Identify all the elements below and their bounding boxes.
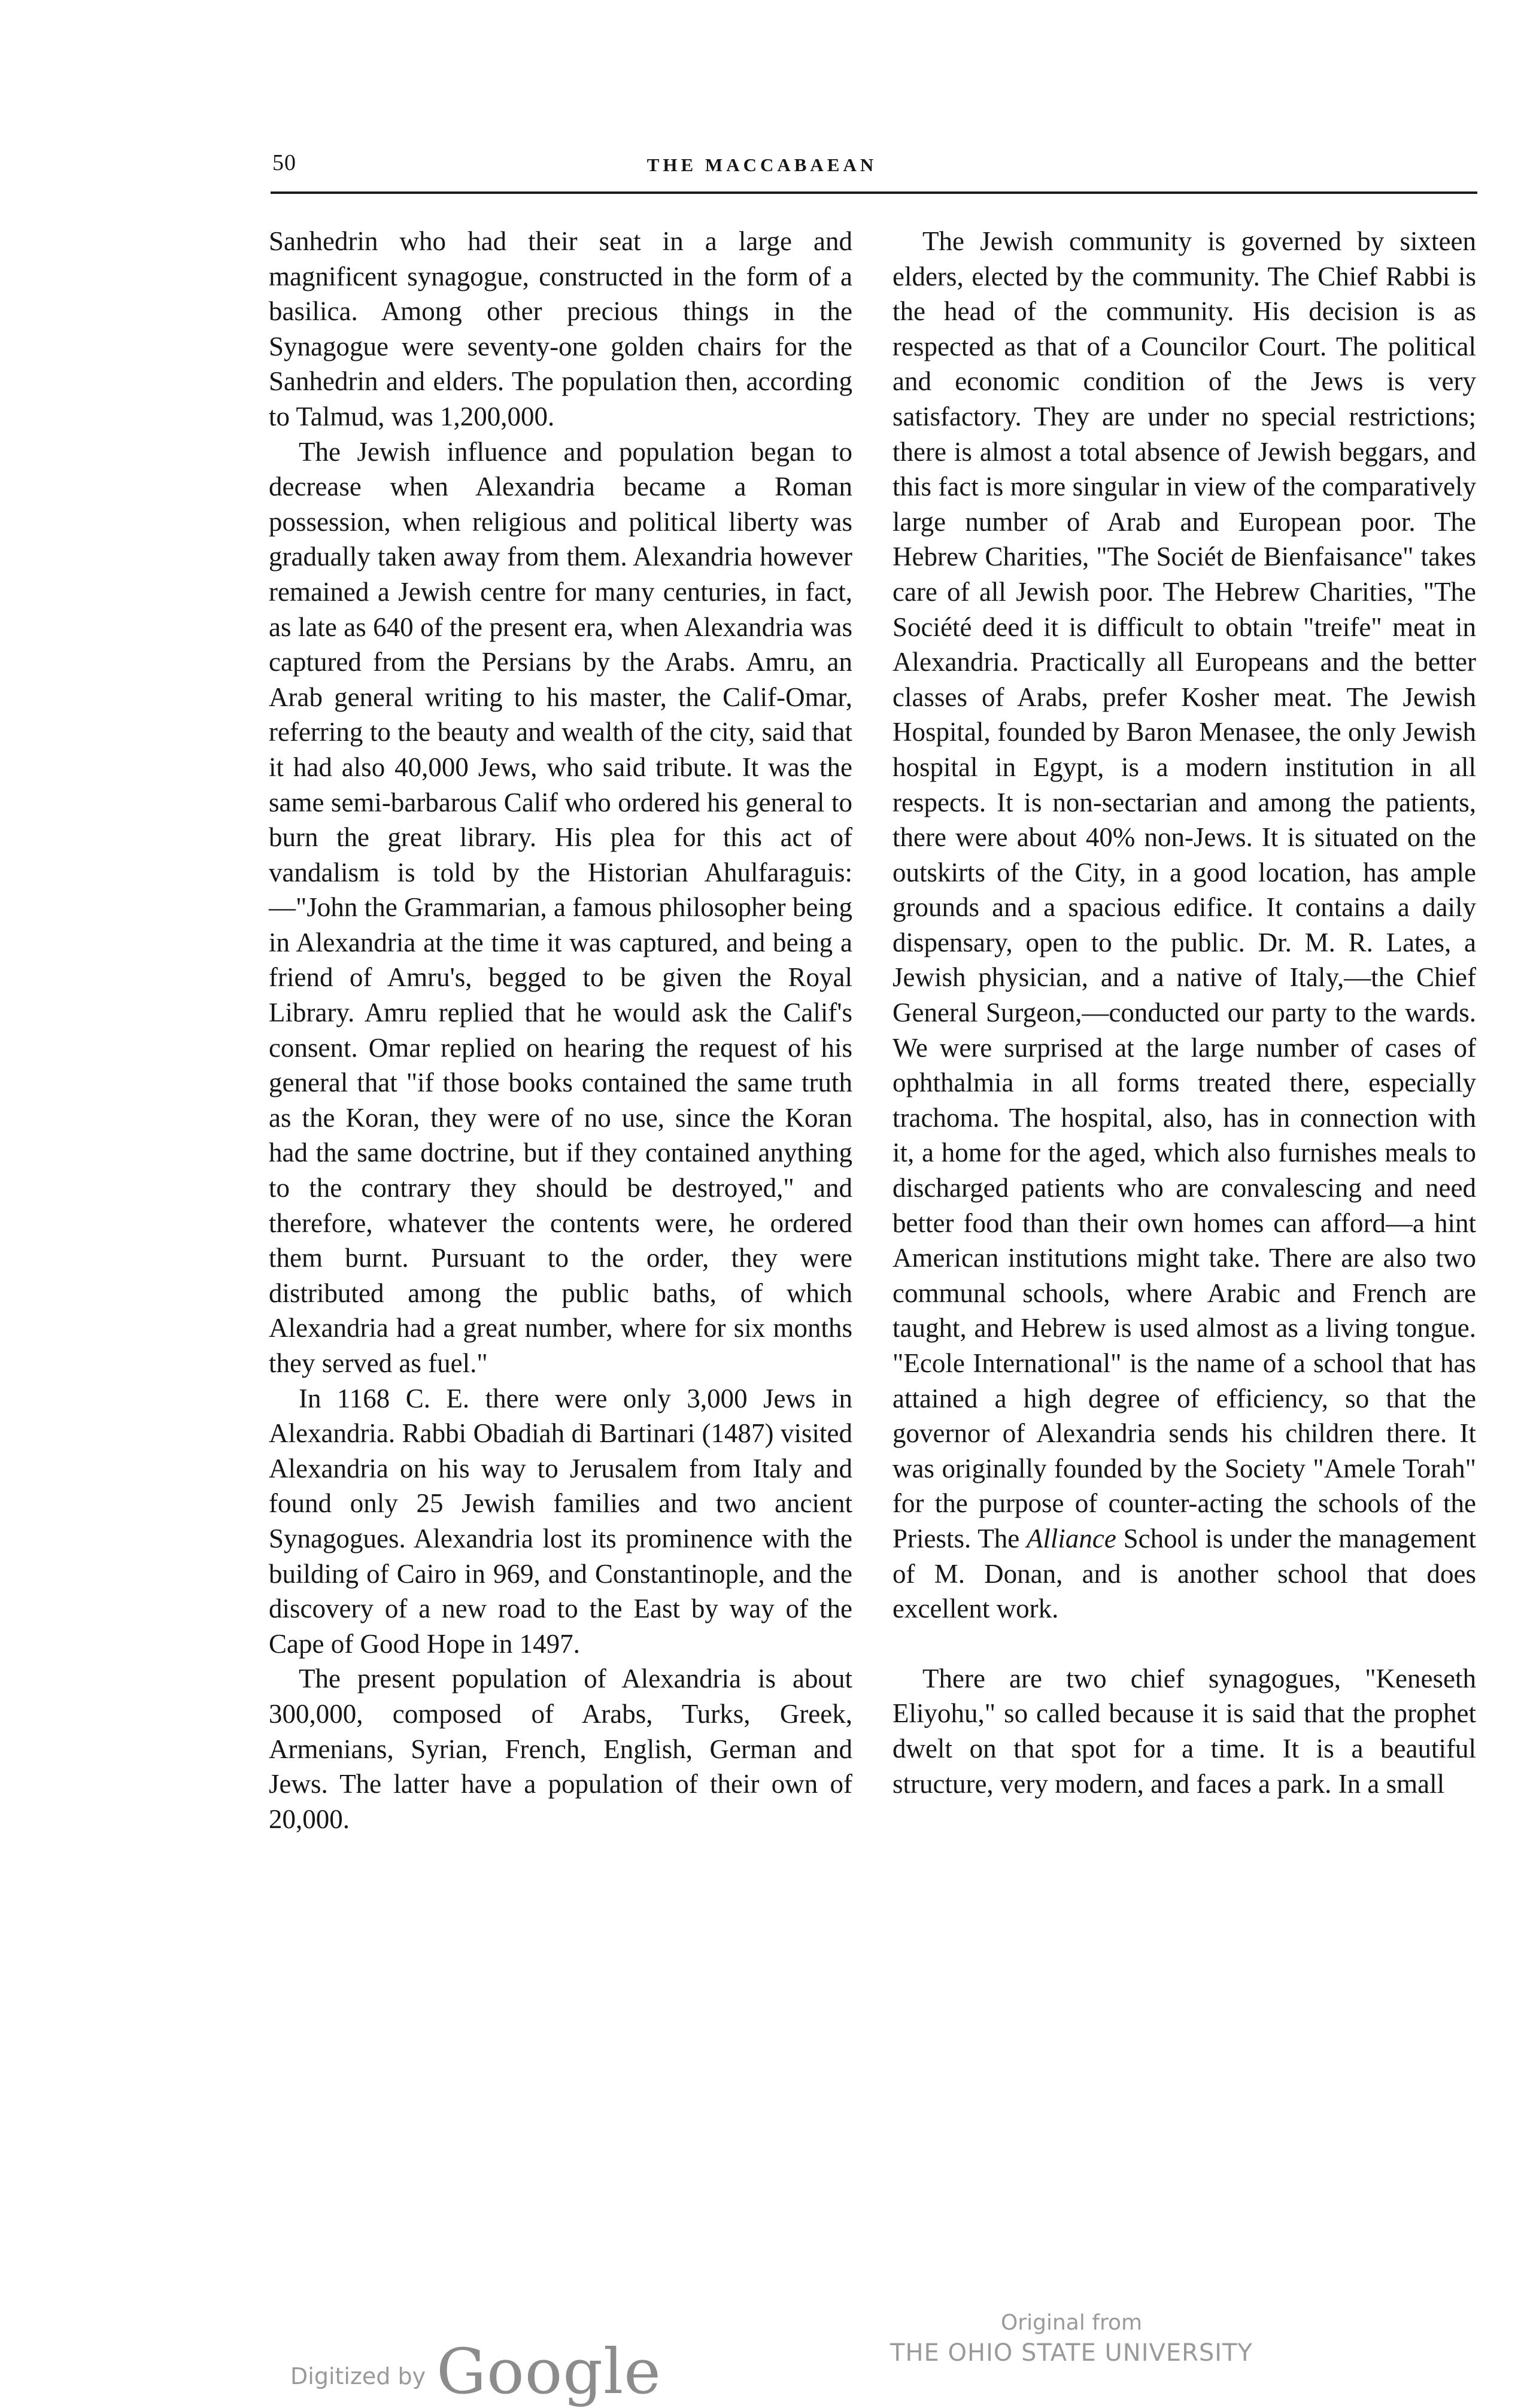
- paragraph: Sanhedrin who had their seat in a large and magnificent synagogue, constructed in the form of a basilica. Among other precious things in the Synagogue were seventy-one golden chairs for the Sanhedrin and elders. The population then, according to Talmud, was 1,200,000.: [269, 226, 852, 431]
- page-number: 50: [272, 150, 296, 175]
- digitized-by-credit: [290, 2325, 661, 2408]
- digitized-by-label: Digitized by: [290, 2363, 426, 2389]
- header-rule: [271, 191, 1477, 194]
- google-logo: Google: [436, 2335, 661, 2408]
- paragraph: [892, 224, 1476, 1626]
- right-column: [892, 224, 1476, 1801]
- paragraph-text: The Jewish community is governed by sixteen elders, elected by the community. The Chief Rabbi is the head of the community. His decision is as respected as that of a Councilor Court. The political and economic condition of the Jews is very satisfactory. They are under no special restrictions; there is almost a total absence of Jewish beggars, and this fact is more singular in view of the comparatively large number of Arab and European poor. The Hebrew Charities, "The Sociét de Bienfaisance" takes care of all Jewish poor. The Hebrew Charities, "The Société deed it is difficult to obtain "treife" meat in Alexandria. Practically all Europeans and the better classes of Arabs, prefer Kosher meat. The Jewish Hospital, founded by Baron Menasee, the only Jewish hospital in Egypt, is a modern institution in all respects. It is non-sectarian and among the patients, there were about 40% non-Jews. It is situated on the outskirts of the City, in a good location, has ample grounds and a spacious edifice. It contains a daily dispensary, open to the public. Dr. M. R. Lates, a Jewish physician, and a native of Italy,—the Chief General Surgeon,—conducted our party to the wards. We were surprised at the large number of cases of ophthalmia in all forms treated there, especially trachoma. The hospital, also, has in connection with it, a home for the aged, which also furnishes meals to discharged patients who are convalescing and need better food than their own homes can afford—a hint American institutions might take. There are also two communal schools, where Arabic and French are taught, and Hebrew is used almost as a living tongue. "Ecole International" is the name of a school that has attained a high degree of efficiency, so that the governor of Alexandria sends his children there. It was originally founded by the Society "Amele Torah" for the purpose of counter-acting the schools of the Priests. The: [892, 226, 1476, 1553]
- original-source-credit: [874, 2309, 1269, 2369]
- italic-term: Alliance: [1026, 1523, 1116, 1553]
- library-name: THE OHIO STATE UNIVERSITY: [890, 2339, 1253, 2367]
- left-column: [269, 224, 852, 1837]
- paragraph: The present population of Alexandria is about 300,000, composed of Arabs, Turks, Greek, Armenians, Syrian, French, English, German and Jews. The latter have a population of their own of 20,000.: [269, 1664, 852, 1834]
- paragraph: There are two chief synagogues, "Keneseth Eliyohu," so called because it is said that the prophet dwelt on that spot for a time. It is a beautiful structure, very modern, and faces a park. In a small: [892, 1663, 1476, 1799]
- original-from-label: Original from: [1000, 2310, 1143, 2335]
- running-title: THE MACCABAEAN: [646, 154, 878, 175]
- paragraph-text: School is under the management of M. Donan, and is another school that does excellent work.: [892, 1523, 1476, 1624]
- paragraph: The Jewish influence and population began to decrease when Alexandria became a Roman possession, when religious and political liberty was gradually taken away from them. Alexandria however remained a Jewish centre for many centuries, in fact, as late as 640 of the present era, when Alexandria was captured from the Persians by the Arabs. Amru, an Arab general writing to his master, the Calif-Omar, referring to the beauty and wealth of the city, said that it had also 40,000 Jews, who said tribute. It was the same semi-barbarous Calif who ordered his general to burn the great library. His plea for this act of vandalism is told by the Historian Ahulfaraguis:—"John the Grammarian, a famous philosopher being in Alexandria at the time it was captured, and being a friend of Amru's, begged to be given the Royal Library. Amru replied that he would ask the Calif's consent. Omar replied on hearing the request of his general that "if those books contained the same truth as the Koran, they were of no use, since the Koran had the same doctrine, but if they contained anything to the contrary they should be destroyed," and therefore, whatever the contents were, he ordered them burnt. Pursuant to the order, they were distributed among the public baths, of which Alexandria had a great number, where for six months they served as fuel.": [269, 436, 852, 1378]
- paragraph: In 1168 C. E. there were only 3,000 Jews in Alexandria. Rabbi Obadiah di Bartinari (1487) visited Alexandria on his way to Jerusalem from Italy and found only 25 Jewish families and two ancient Synagogues. Alexandria lost its prominence with the building of Cairo in 969, and Constantinople, and the discovery of a new road to the East by way of the Cape of Good Hope in 1497.: [269, 1383, 852, 1659]
